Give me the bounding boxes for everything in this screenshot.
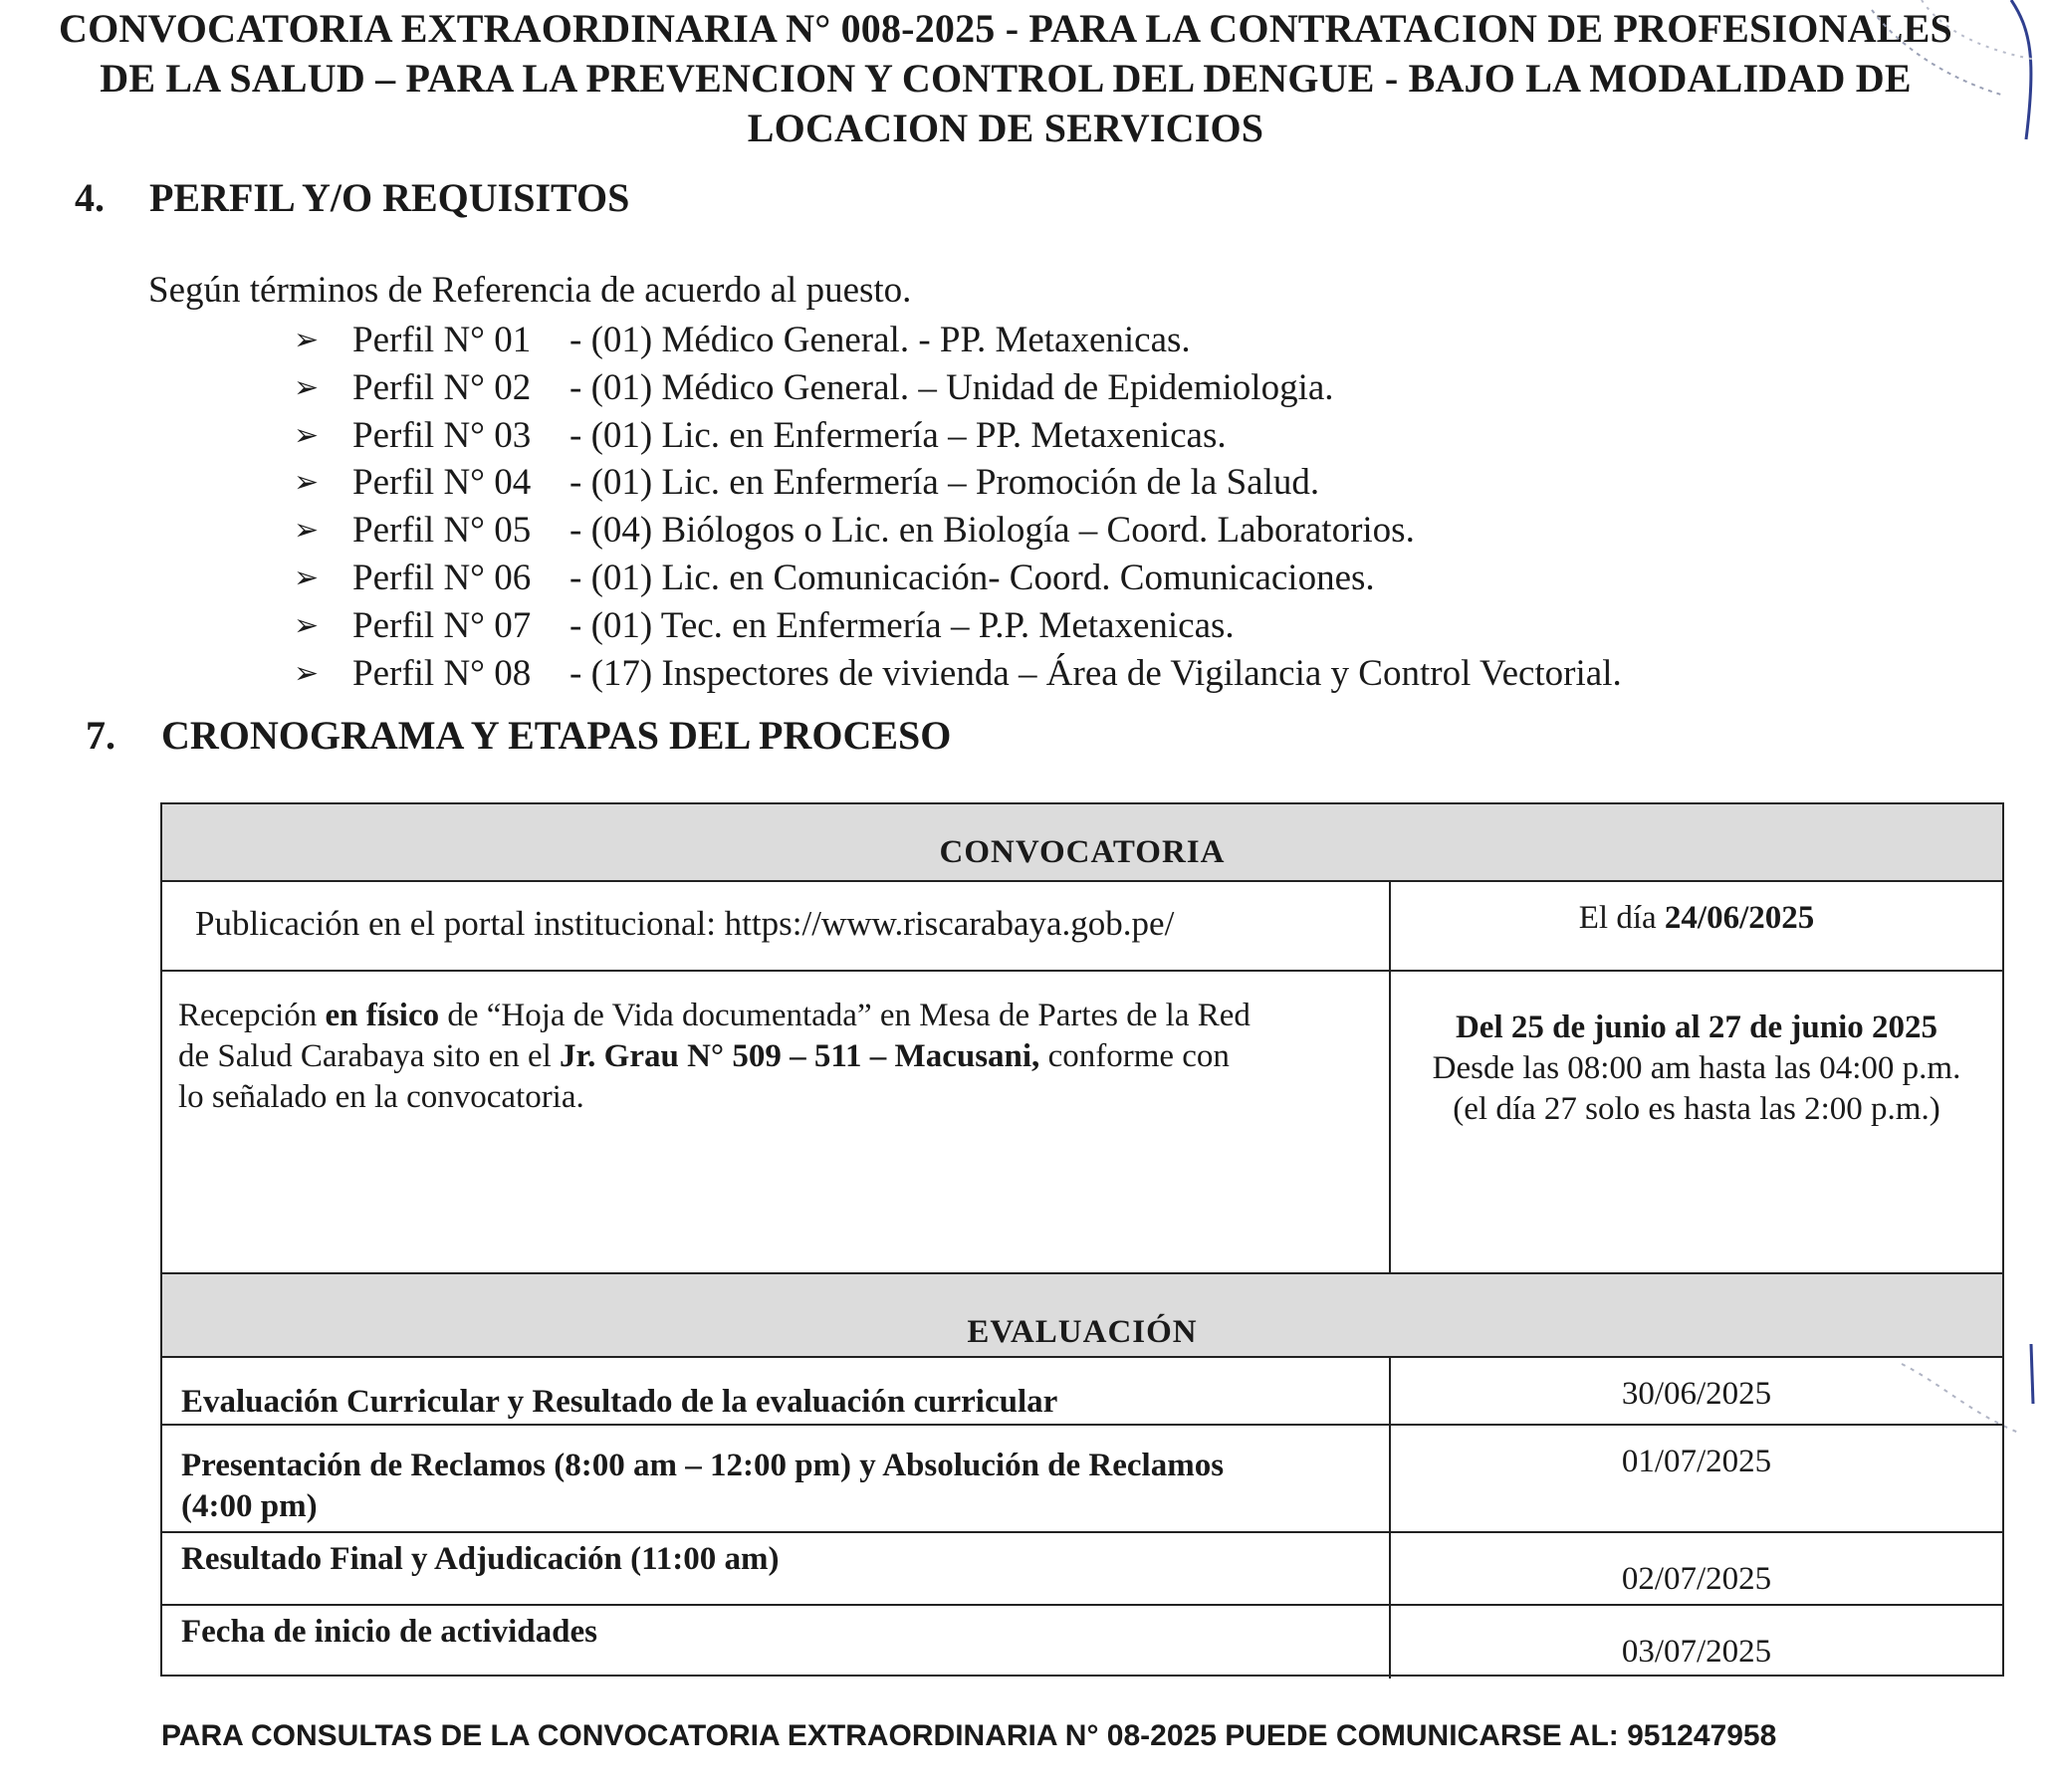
arrow-bullet-icon: ➢: [294, 370, 320, 404]
profile-text: - (01) Lic. en Enfermería – PP. Metaxenicas.: [569, 414, 1227, 456]
official-stamp-icon: [1862, 0, 2050, 149]
arrow-bullet-icon: ➢: [294, 466, 320, 500]
list-item: [294, 602, 1622, 650]
profile-number: Perfil N° 07: [352, 604, 532, 646]
reception-note: (el día 27 solo es hasta las 2:00 p.m.): [1453, 1091, 1940, 1127]
text-run: de Salud Carabaya sito en el: [178, 1038, 561, 1074]
profiles-list: [294, 317, 1622, 697]
eval-label-line: (4:00 pm): [181, 1488, 318, 1524]
arrow-bullet-icon: ➢: [294, 656, 320, 690]
section-4-title: PERFIL Y/O REQUISITOS: [149, 175, 630, 220]
profile-number: Perfil N° 04: [352, 462, 532, 504]
eval-label: Fecha de inicio de actividades: [181, 1614, 597, 1650]
table-row: [162, 1426, 2002, 1533]
profile-text: - (01) Médico General. – Unidad de Epidemiologia.: [569, 366, 1334, 408]
table-header-convocatoria: [162, 804, 2002, 882]
list-item: [294, 507, 1622, 555]
eval-label: Evaluación Curricular y Resultado de la evaluación curricular: [181, 1384, 1058, 1420]
profile-number: Perfil N° 02: [352, 366, 532, 408]
section-4-heading: [75, 174, 629, 221]
eval-label: Resultado Final y Adjudicación (11:00 am): [181, 1541, 780, 1577]
table-header-evaluacion: [162, 1274, 2002, 1358]
text-run: Jr. Grau N° 509 – 511 – Macusani,: [560, 1038, 1040, 1074]
title-line-2: DE LA SALUD – PARA LA PREVENCION Y CONTROL DEL DENGUE - BAJO LA MODALIDAD DE: [100, 56, 1912, 101]
section-7-number: 7.: [86, 713, 115, 758]
text-run: en físico: [325, 998, 440, 1033]
profile-number: Perfil N° 05: [352, 510, 532, 552]
header-label: CONVOCATORIA: [939, 834, 1226, 870]
list-item: [294, 364, 1622, 412]
profile-number: Perfil N° 06: [352, 557, 532, 598]
profile-text: - (01) Lic. en Comunicación- Coord. Comunicaciones.: [569, 557, 1375, 598]
document-title: [0, 4, 2011, 153]
eval-label-line: Presentación de Reclamos (8:00 am – 12:00 pm) y Absolución de Reclamos: [181, 1448, 1225, 1483]
eval-label: [181, 1446, 1224, 1527]
schedule-table: [160, 802, 2004, 1677]
text-run: de “Hoja de Vida documentada” en Mesa de Partes de la Red: [439, 998, 1251, 1033]
arrow-bullet-icon: ➢: [294, 324, 320, 356]
profiles-intro: Según términos de Referencia de acuerdo al puesto.: [148, 270, 912, 311]
eval-date: 03/07/2025: [1621, 1634, 1772, 1670]
arrow-bullet-icon: ➢: [294, 608, 320, 642]
text-run: conforme con: [1039, 1038, 1230, 1074]
table-row: [162, 1606, 2002, 1679]
profile-number: Perfil N° 01: [352, 320, 532, 360]
profile-text: - (17) Inspectores de vivienda – Área de Vigilancia y Control Vectorial.: [569, 652, 1622, 694]
profile-number: Perfil N° 08: [352, 652, 532, 694]
list-item: [294, 317, 1622, 364]
list-item: [294, 555, 1622, 602]
text-run: lo señalado en la convocatoria.: [178, 1079, 584, 1115]
section-7-heading: [86, 712, 951, 759]
header-label: EVALUACIÓN: [967, 1314, 1198, 1350]
arrow-bullet-icon: ➢: [294, 418, 320, 452]
profile-number: Perfil N° 03: [352, 414, 532, 456]
list-item: [294, 650, 1622, 698]
table-row: [162, 972, 2002, 1274]
date-value: 24/06/2025: [1664, 900, 1815, 936]
text-run: Recepción: [178, 998, 326, 1033]
title-line-3: LOCACION DE SERVICIOS: [747, 106, 1264, 150]
section-7-title: CRONOGRAMA Y ETAPAS DEL PROCESO: [161, 713, 952, 758]
table-row: [162, 1533, 2002, 1606]
publication-date: [1391, 882, 2002, 937]
section-4-number: 4.: [75, 175, 105, 220]
profile-text: - (04) Biólogos o Lic. en Biología – Coord. Laboratorios.: [569, 510, 1415, 552]
title-line-1: CONVOCATORIA EXTRAORDINARIA N° 008-2025 - PARA LA CONTRATACION DE PROFESIONALES: [59, 6, 1952, 51]
eval-date: 02/07/2025: [1621, 1561, 1772, 1597]
table-row: [162, 1358, 2002, 1426]
eval-date: 01/07/2025: [1621, 1444, 1772, 1479]
arrow-bullet-icon: ➢: [294, 560, 320, 594]
reception-range: Del 25 de junio al 27 de junio 2025: [1455, 1009, 1938, 1045]
list-item: [294, 412, 1622, 460]
reception-hours: Desde las 08:00 am hasta las 04:00 p.m.: [1432, 1050, 1961, 1086]
eval-date: 30/06/2025: [1621, 1376, 1772, 1412]
arrow-bullet-icon: ➢: [294, 514, 320, 548]
profile-text: - (01) Médico General. - PP. Metaxenicas.: [569, 320, 1191, 360]
contact-footer: PARA CONSULTAS DE LA CONVOCATORIA EXTRAORDINARIA N° 08-2025 PUEDE COMUNICARSE AL: 951247958: [161, 1719, 1777, 1752]
list-item: [294, 459, 1622, 507]
table-row: [162, 882, 2002, 972]
publication-label: Publicación en el portal institucional: https://www.riscarabaya.gob.pe/: [195, 904, 1175, 943]
reception-text: [178, 996, 1383, 1118]
profile-text: - (01) Tec. en Enfermería – P.P. Metaxenicas.: [569, 604, 1235, 646]
date-prefix: El día: [1578, 900, 1665, 936]
profile-text: - (01) Lic. en Enfermería – Promoción de la Salud.: [569, 462, 1320, 504]
